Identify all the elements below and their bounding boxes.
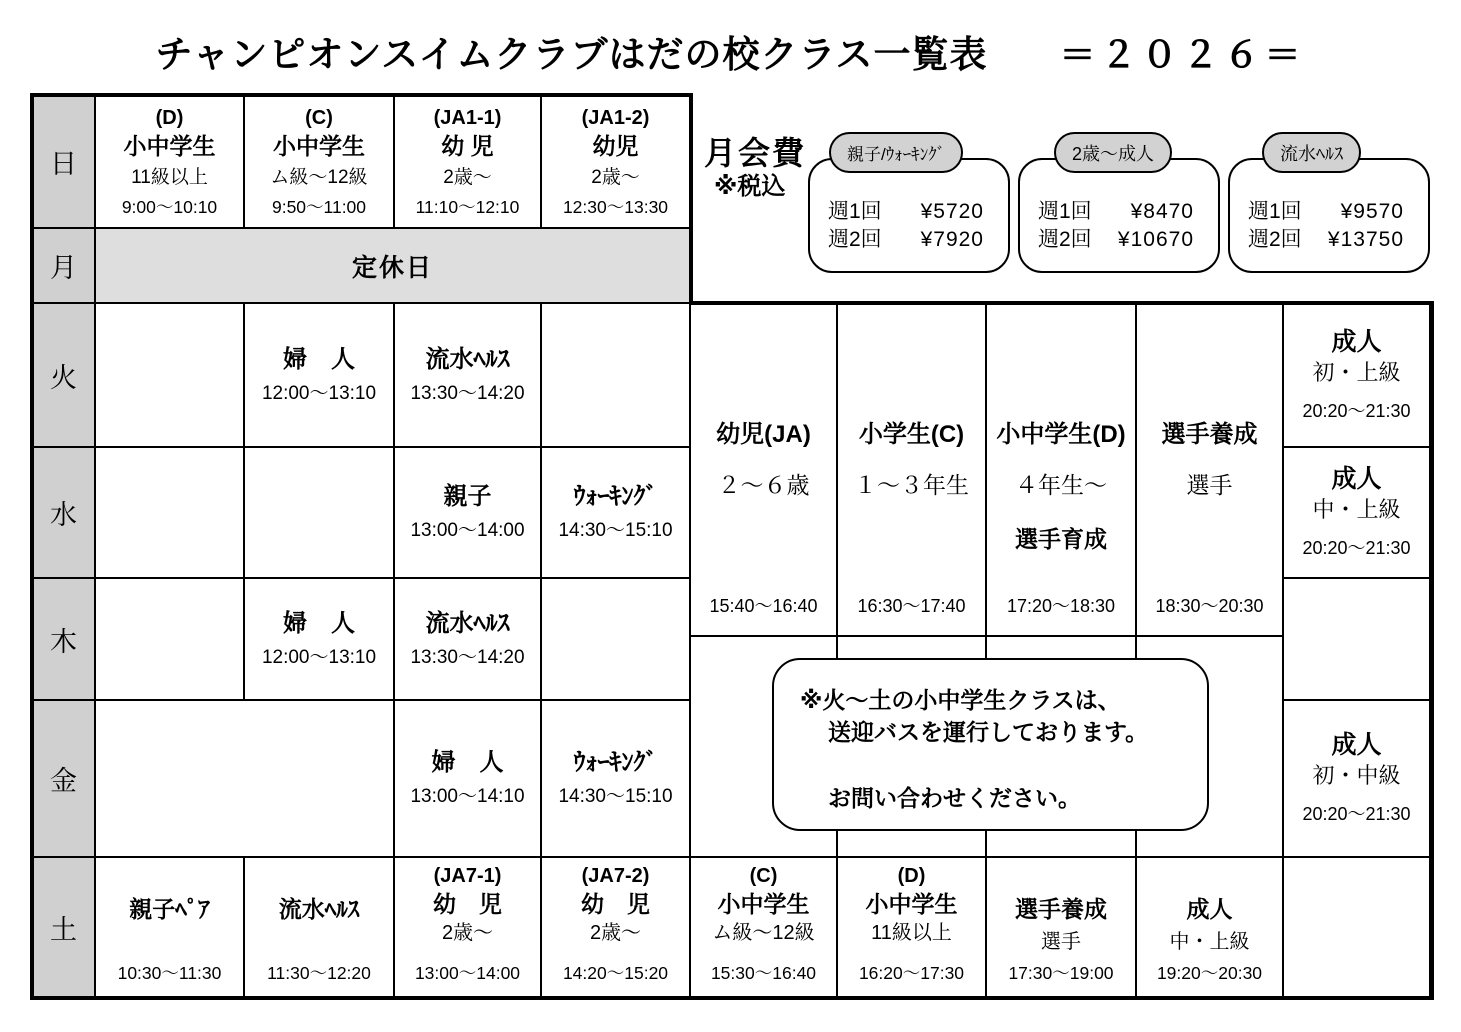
class-time: 14:30～15:10 bbox=[558, 520, 673, 541]
class-level: ム級～12級 bbox=[712, 922, 815, 944]
saturday-senshu-yosei-cell bbox=[986, 857, 1136, 998]
thursday-fujin-cell bbox=[244, 578, 394, 700]
class-time: 14:20～15:20 bbox=[562, 963, 669, 983]
fee-frequency: 週2回 bbox=[828, 228, 882, 251]
class-time: 18:30～20:30 bbox=[1155, 596, 1264, 616]
fee-price: ¥9570 bbox=[1340, 200, 1404, 223]
day-label: 火 bbox=[50, 362, 77, 393]
class-time: 17:30～19:00 bbox=[1008, 963, 1114, 983]
day-header-monday bbox=[32, 228, 95, 303]
fee-price: ¥13750 bbox=[1327, 228, 1404, 251]
class-level: 中・上級 bbox=[1312, 497, 1401, 522]
tuesday-empty-cell-1 bbox=[95, 303, 244, 447]
friday-walking-cell bbox=[541, 700, 690, 857]
fee-price: ¥5720 bbox=[920, 200, 984, 223]
day-header-friday bbox=[32, 700, 95, 857]
adult-tuesday-cell bbox=[1283, 303, 1430, 447]
class-title: 小中学生 bbox=[717, 891, 810, 917]
fee-row bbox=[828, 198, 984, 225]
fee-plan-name: 親子/ｳｫｰｷﾝｸﾞ bbox=[847, 145, 946, 164]
sunday-class-ja1-1-cell bbox=[394, 95, 541, 228]
fee-frequency: 週1回 bbox=[828, 200, 882, 223]
saturday-ryusui-cell bbox=[244, 857, 394, 998]
class-level: 2歳～ bbox=[591, 167, 640, 188]
fee-tax-note: ※税込 bbox=[714, 173, 786, 200]
wednesday-empty-cell-1 bbox=[95, 447, 244, 578]
evening-youji-ja-cell bbox=[690, 303, 837, 636]
class-title: 流水ﾍﾙｽ bbox=[425, 609, 510, 637]
notice-line: 送迎バスを運行しております。 bbox=[828, 719, 1149, 745]
class-title: 小中学生(D) bbox=[996, 421, 1126, 448]
class-level: 選手 bbox=[1186, 472, 1233, 498]
class-title: 成人 bbox=[1331, 327, 1382, 356]
shuttle-bus-notice bbox=[772, 658, 1209, 831]
class-title: ｳｫｰｷﾝｸﾞ bbox=[573, 749, 658, 776]
class-extra: 選手育成 bbox=[1015, 526, 1107, 552]
class-tag: (JA7-2) bbox=[581, 865, 650, 887]
thursday-ryusui-cell bbox=[394, 578, 541, 700]
fee-row bbox=[828, 226, 984, 253]
class-title: 成人 bbox=[1331, 731, 1382, 759]
thursday-empty-cell-2 bbox=[541, 578, 690, 700]
day-label: 木 bbox=[50, 626, 77, 657]
class-time: 16:30～17:40 bbox=[857, 596, 966, 616]
saturday-class-d-cell bbox=[837, 857, 986, 998]
fee-box-oyako-walking bbox=[808, 158, 1010, 273]
class-title: 流水ﾍﾙｽ bbox=[425, 345, 510, 373]
evening-shochugakusei-d-cell bbox=[986, 303, 1136, 636]
class-level: ２～６歳 bbox=[717, 472, 810, 498]
page-title-year: ＝２０２６＝ bbox=[1059, 34, 1306, 75]
class-tag: (JA1-2) bbox=[581, 107, 650, 129]
saturday-class-c-cell bbox=[690, 857, 837, 998]
adult-saturday-empty-cell bbox=[1283, 857, 1430, 998]
class-title: ｳｫｰｷﾝｸﾞ bbox=[573, 483, 658, 510]
fee-frequency: 週1回 bbox=[1248, 200, 1302, 223]
class-time: 16:20～17:30 bbox=[858, 963, 965, 983]
class-title: 幼児(JA) bbox=[716, 421, 811, 448]
class-time: 13:30～14:20 bbox=[410, 646, 525, 668]
fee-price: ¥10670 bbox=[1117, 228, 1194, 251]
class-title: 婦 人 bbox=[283, 345, 355, 373]
saturday-oyako-pair-cell bbox=[95, 857, 244, 998]
class-time: 15:40～16:40 bbox=[709, 596, 818, 616]
class-title: 小中学生 bbox=[865, 891, 958, 917]
notice-line: ※火～土の小中学生クラスは、 bbox=[800, 687, 1121, 713]
class-level: 11級以上 bbox=[871, 922, 952, 944]
class-level: 11級以上 bbox=[131, 167, 208, 188]
fee-pill-2sai-adult bbox=[1054, 132, 1172, 173]
class-title: 選手養成 bbox=[1161, 421, 1258, 448]
class-time: 13:00～14:10 bbox=[410, 786, 525, 807]
class-time: 11:30～12:20 bbox=[267, 963, 371, 983]
class-time: 20:20～21:30 bbox=[1302, 538, 1411, 558]
class-level: １～３年生 bbox=[854, 472, 969, 498]
class-title: 親子ﾍﾟｱ bbox=[129, 896, 210, 922]
day-header-wednesday bbox=[32, 447, 95, 578]
tuesday-ryusui-cell bbox=[394, 303, 541, 447]
fee-row bbox=[1248, 198, 1404, 225]
day-label: 水 bbox=[50, 500, 77, 530]
class-time: 12:00～13:10 bbox=[261, 382, 377, 404]
class-tag: (JA7-1) bbox=[433, 865, 502, 887]
class-time: 20:20～21:30 bbox=[1302, 804, 1411, 824]
evening-senshu-yosei-cell bbox=[1136, 303, 1283, 636]
class-tag: (JA1-1) bbox=[433, 107, 502, 129]
tuesday-fujin-cell bbox=[244, 303, 394, 447]
class-title: 婦 人 bbox=[431, 749, 504, 776]
saturday-ja7-2-cell bbox=[541, 857, 690, 998]
class-tag: (D) bbox=[155, 107, 184, 129]
class-title: 幼 児 bbox=[581, 891, 650, 917]
evening-shogakusei-c-cell bbox=[837, 303, 986, 636]
class-level: 2歳～ bbox=[443, 167, 492, 188]
class-level: 中・上級 bbox=[1169, 931, 1250, 953]
class-title: 幼 児 bbox=[433, 891, 502, 917]
fee-frequency: 週2回 bbox=[1038, 228, 1092, 251]
class-tag: (C) bbox=[305, 107, 333, 129]
class-time: 9:00～10:10 bbox=[121, 197, 218, 217]
class-time: 15:30～16:40 bbox=[710, 963, 817, 983]
tuesday-empty-cell-2 bbox=[541, 303, 690, 447]
class-time: 14:30～15:10 bbox=[558, 786, 673, 807]
day-header-tuesday bbox=[32, 303, 95, 447]
class-title: 小学生(C) bbox=[858, 421, 965, 448]
class-time: 9:50～11:00 bbox=[271, 197, 367, 217]
thursday-empty-cell-1 bbox=[95, 578, 244, 700]
page-title-main: チャンピオンスイムクラブはだの校クラス一覧表 bbox=[155, 34, 988, 75]
fee-row bbox=[1248, 226, 1404, 253]
saturday-ja7-1-cell bbox=[394, 857, 541, 998]
class-level: ム級～12級 bbox=[270, 167, 368, 188]
sunday-class-d-cell bbox=[95, 95, 244, 228]
wednesday-walking-cell bbox=[541, 447, 690, 578]
sunday-class-c-cell bbox=[244, 95, 394, 228]
fee-box-ryusui-health bbox=[1228, 158, 1430, 273]
class-tag: (D) bbox=[897, 865, 926, 887]
class-level: 初・上級 bbox=[1312, 359, 1401, 385]
class-title: 流水ﾍﾙｽ bbox=[278, 896, 360, 922]
day-header-thursday bbox=[32, 578, 95, 700]
fee-row bbox=[1038, 198, 1194, 225]
day-label: 金 bbox=[50, 766, 77, 796]
fee-plan-name: 2歳～成人 bbox=[1072, 143, 1155, 164]
class-time: 13:30～14:20 bbox=[410, 382, 525, 404]
wednesday-oyako-cell bbox=[394, 447, 541, 578]
day-label: 月 bbox=[50, 253, 77, 283]
day-header-sunday bbox=[32, 95, 95, 228]
fee-pill-ryusui-health bbox=[1262, 132, 1361, 173]
friday-empty-merged-cell bbox=[95, 700, 394, 857]
class-title: 成人 bbox=[1331, 465, 1382, 493]
class-time: 19:20～20:30 bbox=[1156, 963, 1263, 983]
class-time: 13:00～14:00 bbox=[410, 520, 525, 541]
fee-frequency: 週1回 bbox=[1038, 200, 1092, 223]
class-level: ４年生～ bbox=[1015, 472, 1107, 498]
day-label: 土 bbox=[50, 915, 77, 945]
class-time: 12:00～13:10 bbox=[261, 646, 377, 668]
day-header-saturday bbox=[32, 857, 95, 998]
class-title: 婦 人 bbox=[283, 609, 355, 637]
fee-box-2sai-adult bbox=[1018, 158, 1220, 273]
friday-fujin-cell bbox=[394, 700, 541, 857]
class-time: 17:20～18:30 bbox=[1006, 596, 1116, 616]
class-level: 2歳～ bbox=[589, 922, 642, 944]
class-level: 選手 bbox=[1041, 931, 1081, 953]
class-title: 幼児 bbox=[592, 133, 639, 159]
sunday-class-ja1-2-cell bbox=[541, 95, 690, 228]
adult-thursday-empty-cell bbox=[1283, 578, 1430, 700]
closed-label: 定休日 bbox=[351, 253, 433, 282]
fee-plan-name: 流水ﾍﾙｽ bbox=[1280, 143, 1343, 164]
class-time: 20:20～21:30 bbox=[1302, 400, 1411, 421]
fee-frequency: 週2回 bbox=[1248, 228, 1302, 251]
adult-wednesday-cell bbox=[1283, 447, 1430, 578]
page-title bbox=[0, 24, 1461, 78]
class-time: 12:30～13:30 bbox=[562, 197, 669, 217]
fee-row bbox=[1038, 226, 1194, 253]
monday-closed-cell bbox=[95, 228, 690, 303]
class-time: 10:30～11:30 bbox=[117, 963, 222, 983]
wednesday-empty-cell-2 bbox=[244, 447, 394, 578]
fee-price: ¥7920 bbox=[920, 228, 984, 251]
class-time: 11:10～12:10 bbox=[415, 197, 520, 217]
fee-price: ¥8470 bbox=[1130, 200, 1194, 223]
fee-pill-oyako-walking bbox=[829, 132, 963, 173]
adult-friday-cell bbox=[1283, 700, 1430, 857]
day-label: 日 bbox=[50, 149, 77, 179]
class-title: 小中学生 bbox=[273, 133, 365, 159]
class-title: 小中学生 bbox=[123, 133, 216, 159]
class-title: 選手養成 bbox=[1015, 896, 1107, 922]
class-tag: (C) bbox=[749, 865, 778, 887]
class-title: 親子 bbox=[443, 483, 492, 510]
class-title: 成人 bbox=[1186, 896, 1233, 922]
class-level: 2歳～ bbox=[441, 922, 494, 944]
class-title: 幼 児 bbox=[441, 133, 494, 159]
class-time: 13:00～14:00 bbox=[414, 963, 521, 983]
notice-line: お問い合わせください。 bbox=[828, 785, 1081, 811]
saturday-adult-cell bbox=[1136, 857, 1283, 998]
class-level: 初・中級 bbox=[1312, 763, 1401, 788]
fee-heading: 月会費 bbox=[704, 135, 807, 171]
